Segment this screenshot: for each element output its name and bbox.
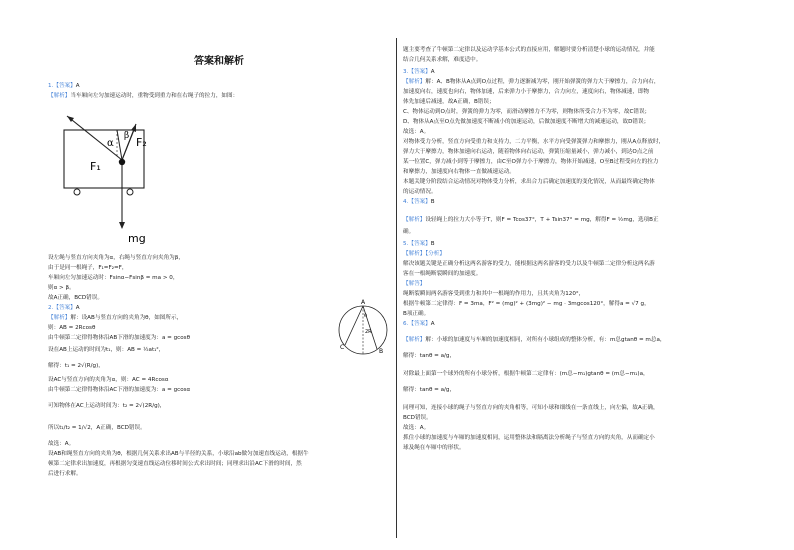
wheel bbox=[74, 189, 80, 195]
text-line: 和摩擦力，加速度向右物体一直做减速运动。 bbox=[403, 169, 515, 175]
text-line: 对物体受力分析，竖直方向受重力和支持力，二力平衡，水平方向受弹簧弹力和摩擦力，刚从A点释放时， bbox=[403, 139, 665, 145]
text-line: 【解析】解：A、B物体从A点到O点过程，弹力逐渐减为零，刚开始弹簧的弹力大于摩擦力，合力向右， bbox=[403, 79, 660, 85]
carriage-body bbox=[64, 130, 144, 188]
text-line: 抓住小球的加速度与车厢的加速度相同，运用整体法和隔离法分析绳子与竖直方向的夹角，从而确定小 bbox=[403, 435, 655, 441]
text-line: 顿第二定律求出加速度，再根据匀变速直线运动位移时间公式求出时间；同理求出沿AC下滑的时间，然 bbox=[48, 461, 302, 467]
circle-chord-diagram bbox=[337, 295, 389, 365]
text-line: 【解析】设轻绳上的拉力大小等于T，则F = Tcos37°，T + Tsin37° = mg，解得F = ½mg，选项B正 bbox=[403, 217, 659, 223]
text-line: 故选：A。 bbox=[403, 425, 430, 431]
text-line: C、物体运动到O点时，弹簧的弹力为零，而滑动摩擦力不为零，则物体所受合力不为零，故C错误； bbox=[403, 109, 651, 115]
left-rope bbox=[117, 130, 122, 160]
text-line: 球及绳在车厢中的形状。 bbox=[403, 445, 465, 451]
text-line: 绳断裂瞬间两名游客受到重力和其中一根绳的作用力，且其夹角为120°， bbox=[403, 291, 585, 297]
text-line: 2.【答案】A bbox=[48, 305, 80, 311]
text-line: 由于是同一根绳子，F₁=F₂=F， bbox=[48, 265, 128, 271]
mg-label: mg bbox=[128, 232, 146, 245]
svg-text:B: B bbox=[379, 348, 384, 355]
text-line: D、物体从A点至O点先做加速度不断减小的加速运动，后做加速度不断增大的减速运动，故D错误； bbox=[403, 119, 650, 125]
text-line: 设左绳与竖直方向夹角为α，右绳与竖直方向夹角为β， bbox=[48, 255, 184, 261]
text-line: 后进行求解。 bbox=[48, 471, 82, 477]
text-line: 故选：A。 bbox=[403, 129, 430, 135]
text-line: 则α > β。 bbox=[48, 285, 75, 291]
text-line: 解得：t₁ = 2√(R/g)， bbox=[48, 363, 104, 369]
text-line: B项正确。 bbox=[403, 311, 430, 317]
text-line: 确。 bbox=[403, 229, 415, 235]
text-line: 则：AB = 2Rcosθ bbox=[48, 325, 96, 331]
text-line: 本题关键分阶段结合运动情况对物体受力分析，求出合力后确定加速度的变化情况，从而最终确定物体 bbox=[403, 179, 655, 185]
beta-label: β bbox=[124, 131, 130, 141]
text-line: 弹力大于摩擦力，物体加速向右运动，随着物体向右运动，弹簧压缩量减小，弹力减小，到达O点之前 bbox=[403, 149, 654, 155]
text-line: 【解析】当车厢向左匀加速运动时，重物受到重力和在右绳子的拉力，如图： bbox=[48, 93, 239, 99]
f2-label: F₂ bbox=[136, 136, 147, 149]
text-line: 设AB和绳竖直方向的夹角为θ，根据几何关系求出AB与半径的关系，小球沿ab做匀加速直线运动，根据牛 bbox=[48, 451, 309, 457]
text-line: 所以t₁/t₂ = 1/√2，A正确，BCD错误。 bbox=[48, 425, 146, 431]
text-line: 由牛顿第二定律得物体沿AC下滑的加速度为：a = gcosα bbox=[48, 387, 191, 393]
text-line: 【解答】 bbox=[403, 281, 426, 287]
text-line: 6.【答案】A bbox=[403, 321, 435, 327]
column-divider bbox=[396, 38, 397, 538]
svg-text:C: C bbox=[340, 344, 345, 351]
text-line: 根据牛顿第二定律得：F = 3ma，F² = (mg)² + (3mg)² − mg · 3mgcos120°，解得a = √7 g， bbox=[403, 301, 650, 307]
text-line: 同理可知，连接小球的绳子与竖直方向的夹角相等，可知小球和细线在一条直线上，向左偏，故A正确， bbox=[403, 405, 659, 411]
text-line: 设AC与竖直方向的夹角为α，则：AC = 4Rcosα bbox=[48, 377, 169, 383]
text-line: 【解析】解：设AB与竖直方向的夹角为θ，如图所示， bbox=[48, 315, 183, 321]
alpha-label: α bbox=[107, 138, 114, 149]
text-line: 解得：tanθ = a/g， bbox=[403, 353, 456, 359]
f1-label: F₁ bbox=[90, 160, 101, 173]
text-line: 客在一根绳断裂瞬间的加速度。 bbox=[403, 271, 482, 277]
text-line: 题主要考查了牛顿第二定律以及运动学基本公式的直接应用，解题时要分析清楚小球的运动情况，并能 bbox=[403, 47, 655, 53]
carriage-force-diagram bbox=[62, 108, 152, 248]
text-line: BCD错误。 bbox=[403, 415, 432, 421]
text-line: 【解析】【分析】 bbox=[403, 251, 445, 257]
text-line: 体先加速后减速，故A正确，B错误； bbox=[403, 99, 495, 105]
text-line: 由牛顿第二定律得物体沿AB下滑的加速度为：a = gcosθ bbox=[48, 335, 191, 341]
text-line: 可知物体在AC上运动时间为：t₂ = 2√(2R/g)， bbox=[48, 403, 166, 409]
text-line: 加速度向右，速度也向右，物体加速，后来弹力小于摩擦力，合力向左，速度向右，物体减速，即物 bbox=[403, 89, 650, 95]
wheel bbox=[127, 189, 133, 195]
text-line: 4.【答案】B bbox=[403, 199, 435, 205]
text-line: 解决该题关键是正确分析这两名游客的受力，能根据这两名游客的受力以及牛顿第二定律分析这两名游 bbox=[403, 261, 655, 267]
page-title: 答案和解析 bbox=[194, 56, 244, 67]
text-line: 5.【答案】B bbox=[403, 241, 435, 247]
text-line: 结合几何关系求解，难度适中。 bbox=[403, 57, 482, 63]
text-line: 3.【答案】A bbox=[403, 69, 435, 75]
text-line: 故选：A。 bbox=[48, 441, 75, 447]
text-line: 某一位置C，弹力减小到等于摩擦力，由C至O弹力小于摩擦力，物体开始减速，O至B过程受向左的拉力 bbox=[403, 159, 659, 165]
text-line: 车厢向左匀加速运动时：Fsinα−Fsinβ = ma > 0， bbox=[48, 275, 179, 281]
svg-text:A: A bbox=[361, 299, 366, 306]
text-line: 解得：tanθ = a/g， bbox=[403, 387, 456, 393]
text-line: 的运动情况。 bbox=[403, 189, 437, 195]
text-line: 【解析】解：小球的加速度与车厢的加速度相同，对所有小球组成的整体分析，有：m总gtanθ = m总a， bbox=[403, 337, 666, 343]
svg-text:2R: 2R bbox=[365, 329, 372, 335]
text-line: 对除最上面第一个球外的所有小球分析，根据牛顿第二定律有：(m总−m₁)gtanθ = (m总−m₁)a， bbox=[403, 371, 649, 377]
text-line: 设在AB上运动的时间为t₁，则：AB = ½at₁²， bbox=[48, 347, 165, 353]
mass-point bbox=[119, 159, 125, 165]
text-line: 1.【答案】A bbox=[48, 83, 80, 89]
svg-text:θ: θ bbox=[364, 313, 368, 319]
text-line: 故A正确，BCD错误。 bbox=[48, 295, 103, 301]
